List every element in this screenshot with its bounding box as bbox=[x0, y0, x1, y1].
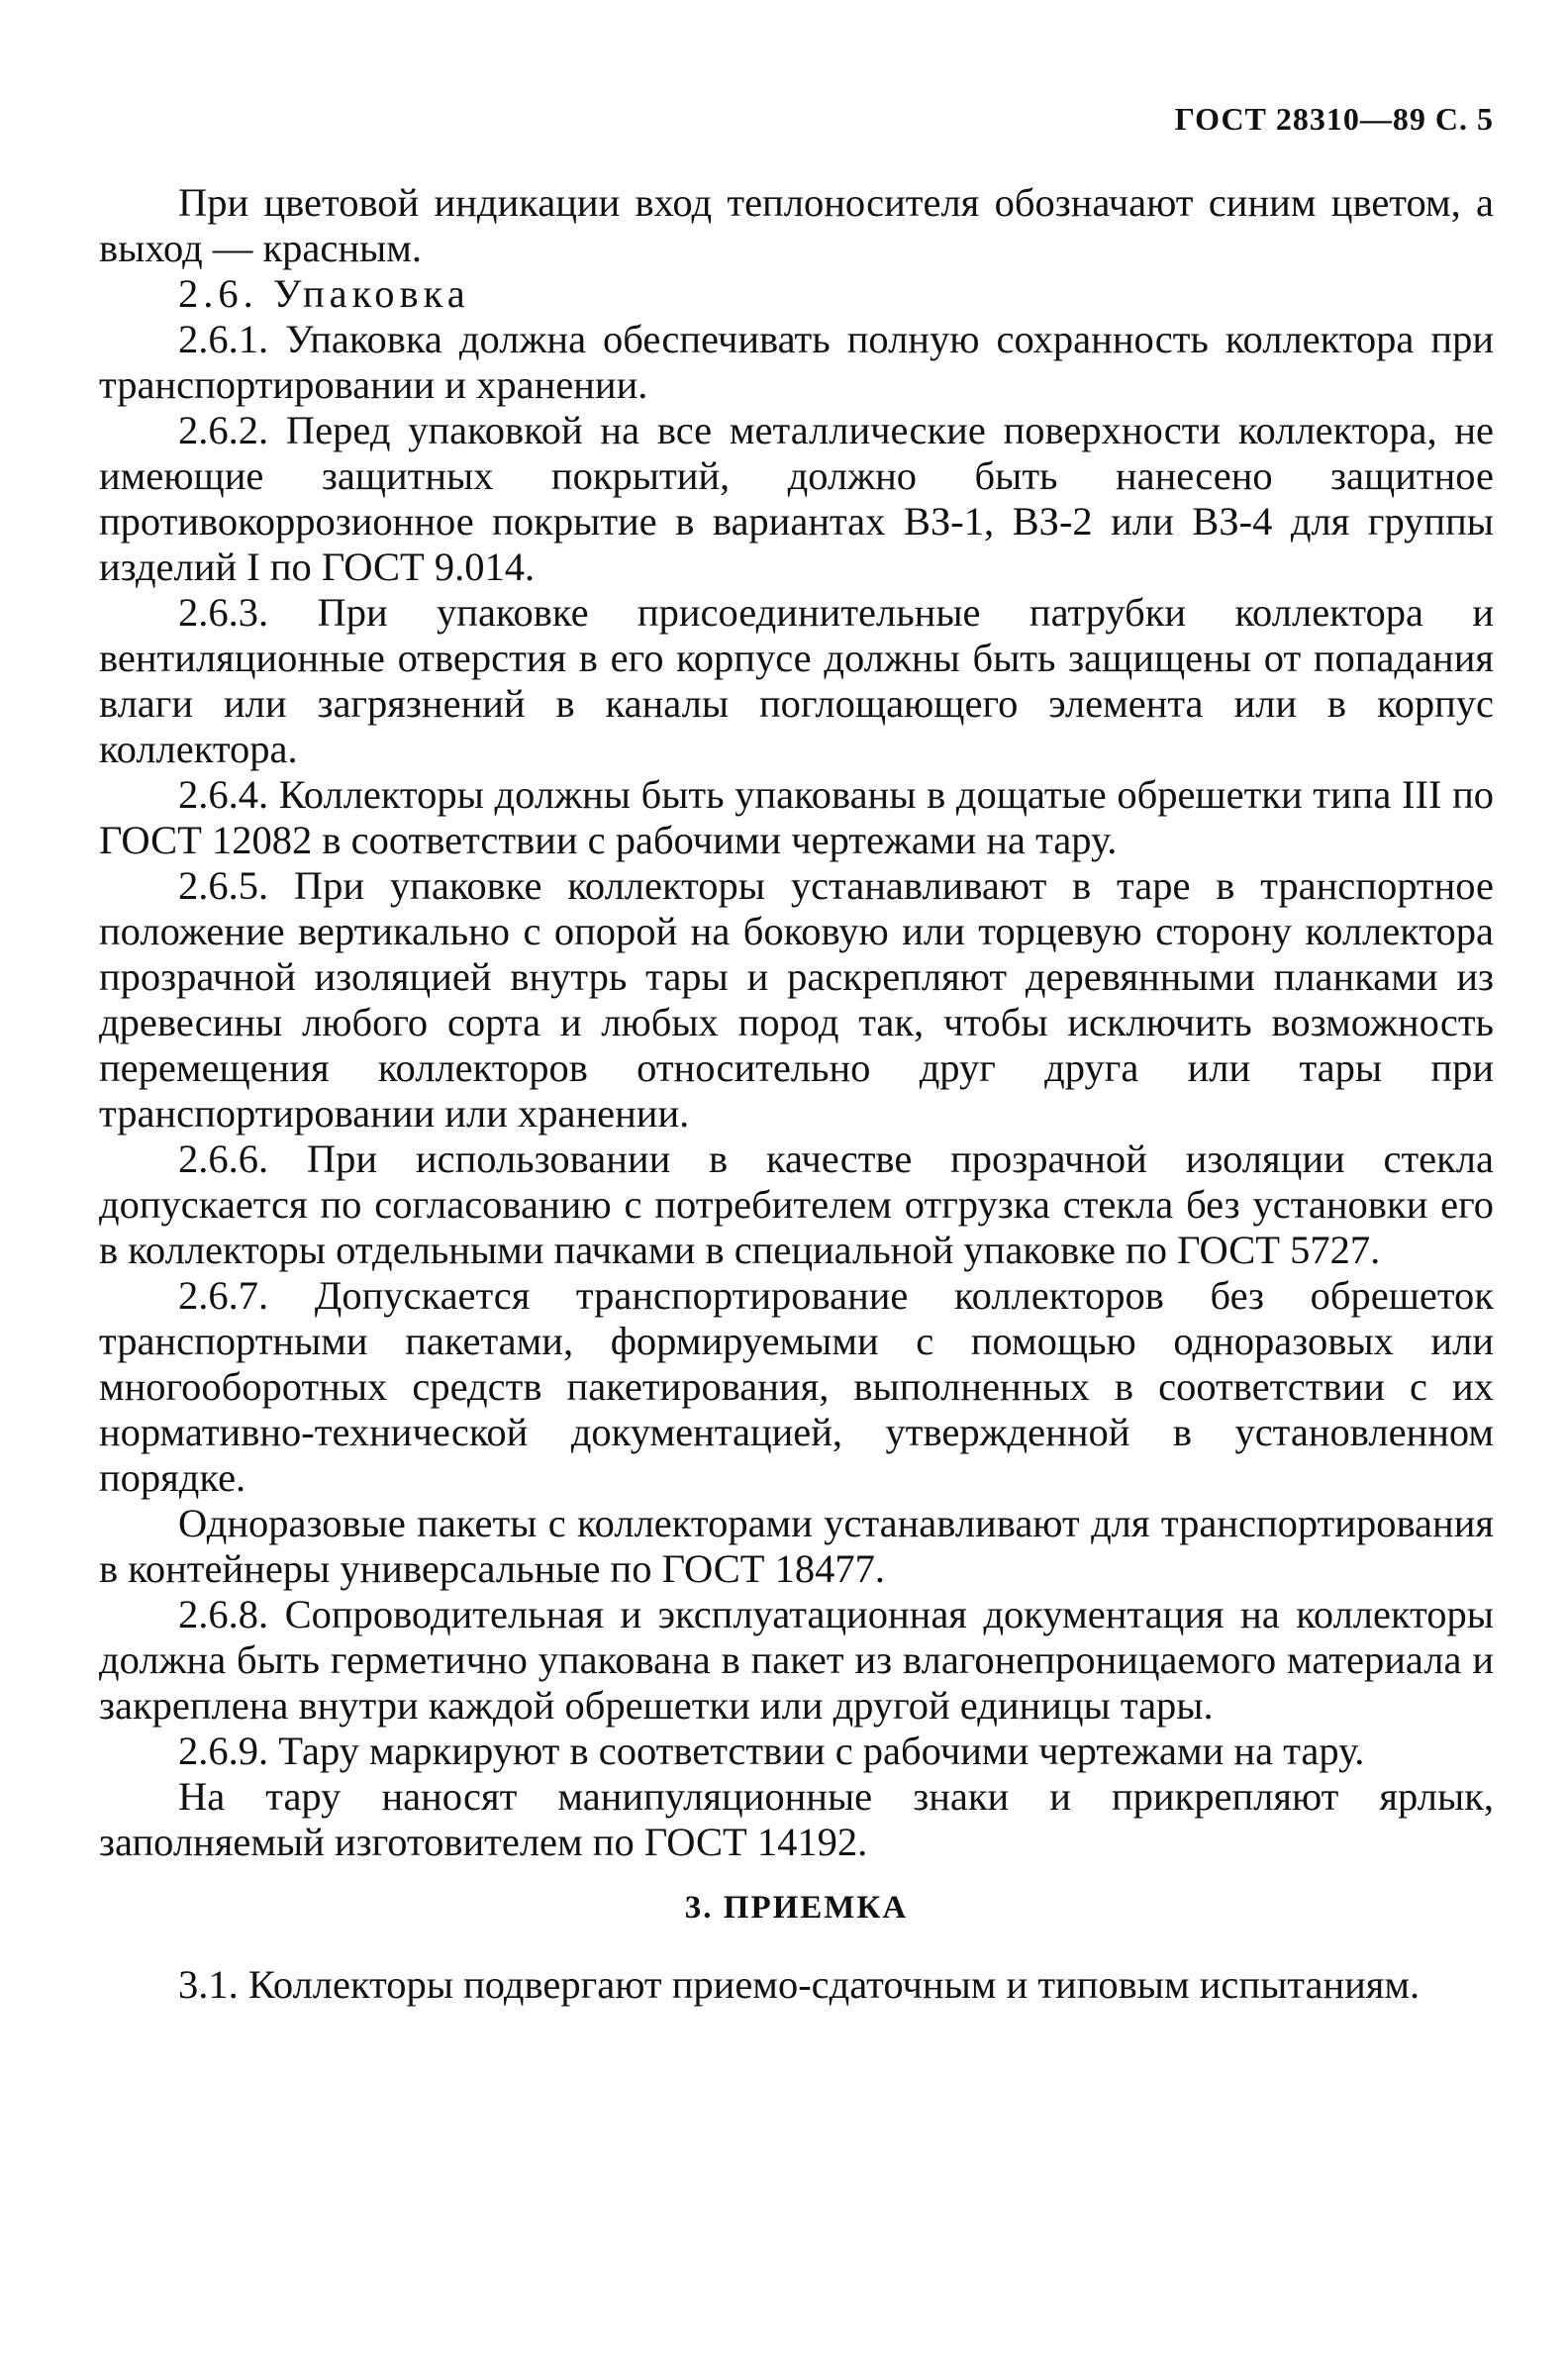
paragraph-color-indication: При цветовой индикации вход теплоносителя обозначают синим цветом, а выход — красным. bbox=[99, 180, 1494, 270]
running-header: ГОСТ 28310—89 С. 5 bbox=[1174, 101, 1494, 137]
section-2-6-text bbox=[99, 180, 1494, 1865]
paragraph-2-6-7: 2.6.7. Допускается транспортирование коллекторов без обрешеток транспортными пакетами, формируемыми с помощью одноразовых или многооборотных средств пакетирования, выполненных в соответствии с их нормативно-технической документацией, утвержденной в установленном порядке. bbox=[99, 1273, 1494, 1500]
paragraph-2-6-3: 2.6.3. При упаковке присоединительные патрубки коллектора и вентиляционные отверстия в его корпусе должны быть защищены от попадания влаги или загрязнений в каналы поглощающего элемента или в корпус коллектора. bbox=[99, 590, 1494, 771]
paragraph-single-use-packages: Одноразовые пакеты с коллекторами устанавливают для транспортирования в контейнеры универсальные по ГОСТ 18477. bbox=[99, 1501, 1494, 1591]
paragraph-2-6-4: 2.6.4. Коллекторы должны быть упакованы в дощатые обрешетки типа III по ГОСТ 12082 в соответствии с рабочими чертежами на тару. bbox=[99, 772, 1494, 862]
subsection-heading-packaging: 2.6. Упаковка bbox=[178, 271, 470, 316]
paragraph-2-6-2: 2.6.2. Перед упаковкой на все металлические поверхности коллектора, не имеющие защитных покрытий, должно быть нанесено защитное противокоррозионное покрытие в вариантах ВЗ-1, ВЗ-2 или ВЗ-4 для группы изделий I по ГОСТ 9.014. bbox=[99, 408, 1494, 589]
paragraph-2-6-5: 2.6.5. При упаковке коллекторы устанавливают в таре в транспортное положение вертикально с опорой на боковую или торцевую сторону коллектора прозрачной изоляцией внутрь тары и раскрепляют деревянными планками из древесины любого сорта и любых пород так, чтобы исключить возможность перемещения коллекторов относительно друг друга или тары при транспортировании или хранении. bbox=[99, 863, 1494, 1136]
paragraph-2-6-6: 2.6.6. При использовании в качестве прозрачной изоляции стекла допускается по согласованию с потребителем отгрузка стекла без установки его в коллекторы отдельными пачками в специальной упаковке по ГОСТ 5727. bbox=[99, 1137, 1494, 1272]
section-3-text bbox=[99, 1962, 1494, 2008]
paragraph-handling-marks: На тару наносят манипуляционные знаки и прикрепляют ярлык, заполняемый изготовителем по ГОСТ 14192. bbox=[99, 1774, 1494, 1864]
paragraph-2-6-8: 2.6.8. Сопроводительная и эксплуатационная документация на коллекторы должна быть герметично упакована в пакет из влагонепроницаемого материала и закреплена внутри каждой обрешетки или другой единицы тары. bbox=[99, 1592, 1494, 1728]
paragraph-2-6-1: 2.6.1. Упаковка должна обеспечивать полную сохранность коллектора при транспортировании и хранении. bbox=[99, 317, 1494, 407]
paragraph-3-1: 3.1. Коллекторы подвергают приемо-сдаточным и типовым испытаниям. bbox=[178, 1962, 1421, 2007]
paragraph-2-6-9: 2.6.9. Тару маркируют в соответствии с рабочими чертежами на тару. bbox=[178, 1729, 1365, 1773]
section-heading-acceptance: 3. ПРИЕМКА bbox=[684, 1890, 909, 1926]
